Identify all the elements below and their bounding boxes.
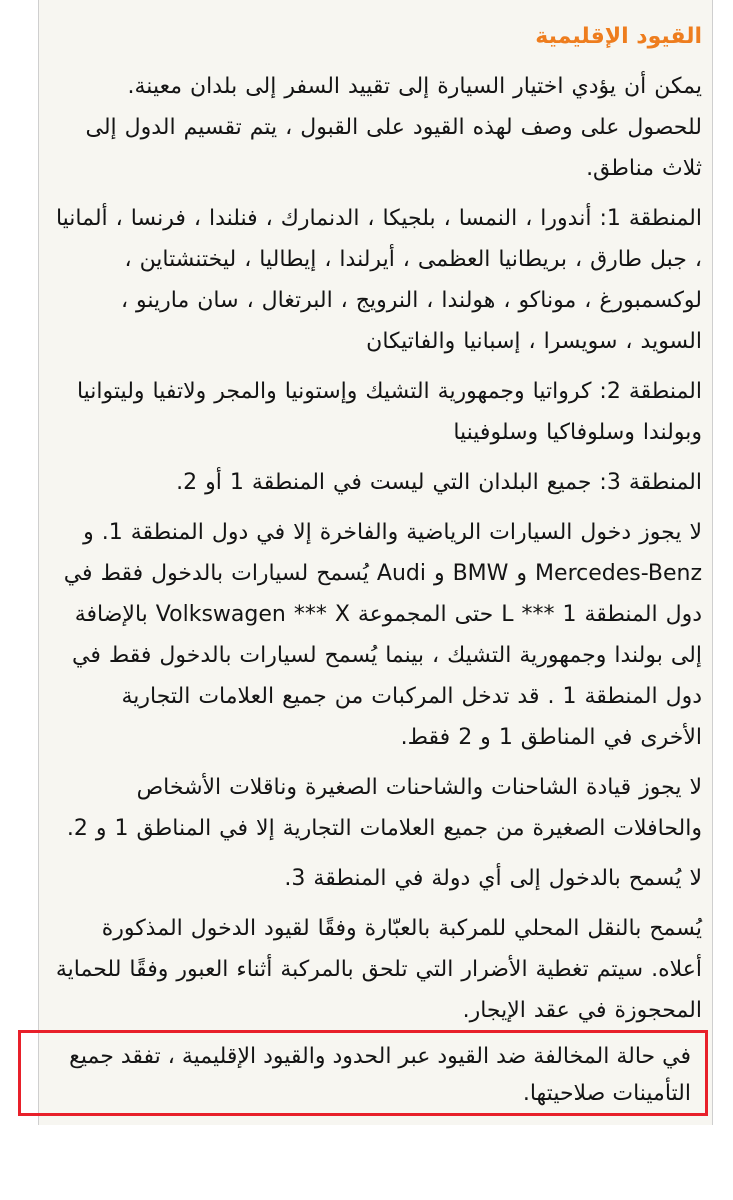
section-title: القيود الإقليمية	[535, 24, 702, 49]
panel-border-left	[38, 0, 39, 1125]
highlighted-paragraph: في حالة المخالفة ضد القيود عبر الحدود والقيود الإقليمية ، تفقد جميع التأمينات صلاحيتها.	[69, 1044, 691, 1106]
panel-border-right	[712, 0, 713, 1125]
paragraph-intro: يمكن أن يؤدي اختيار السيارة إلى تقييد السفر إلى بلدان معينة. للحصول على وصف لهذه القيود على القبول ، يتم تقسيم الدول إلى ثلاث مناطق.	[85, 74, 702, 181]
paragraph-zone-3: المنطقة 3: جميع البلدان التي ليست في المنطقة 1 أو 2.	[176, 470, 702, 495]
paragraph-sports-luxury: لا يجوز دخول السيارات الرياضية والفاخرة إلا في دول المنطقة 1. و Mercedes-Benz و BMW و Audi يُسمح لسيارات بالدخول فقط في دول المنطقة 1 *** L حتى المجموعة Volkswagen *** X بالإضافة إلى بولندا وجمهورية التشيك ، بينما يُسمح لسيارات بالدخول فقط في دول المنطقة 1 . قد تدخل المركبات من جميع العلامات التجارية الأخرى في المناطق 1 و 2 فقط.	[63, 520, 702, 750]
paragraph-zone-1: المنطقة 1: أندورا ، النمسا ، بلجيكا ، الدنمارك ، فنلندا ، فرنسا ، ألمانيا ، جبل طارق ، بريطانيا العظمى ، أيرلندا ، إيطاليا ، ليختنشتاين ، لوكسمبورغ ، موناكو ، هولندا ، النرويج ، البرتغال ، سان مارينو ، السويد ، سويسرا ، إسبانيا والفاتيكان	[55, 206, 702, 354]
paragraph-zone-3-ban: لا يُسمح بالدخول إلى أي دولة في المنطقة 3.	[284, 866, 702, 891]
paragraph-trucks-vans: لا يجوز قيادة الشاحنات والشاحنات الصغيرة وناقلات الأشخاص والحافلات الصغيرة من جميع العلامات التجارية إلا في المناطق 1 و 2.	[66, 775, 702, 841]
terms-section	[50, 14, 710, 1040]
highlight-box	[18, 1030, 708, 1116]
paragraph-zone-2: المنطقة 2: كرواتيا وجمهورية التشيك وإستونيا والمجر ولاتفيا وليتوانيا وبولندا وسلوفاكيا وسلوفينيا	[76, 379, 702, 445]
paragraph-ferry: يُسمح بالنقل المحلي للمركبة بالعبّارة وفقًا لقيود الدخول المذكورة أعلاه. سيتم تغطية الأضرار التي تلحق بالمركبة أثناء العبور وفقًا للحماية المحجوزة في عقد الإيجار.	[55, 916, 702, 1023]
